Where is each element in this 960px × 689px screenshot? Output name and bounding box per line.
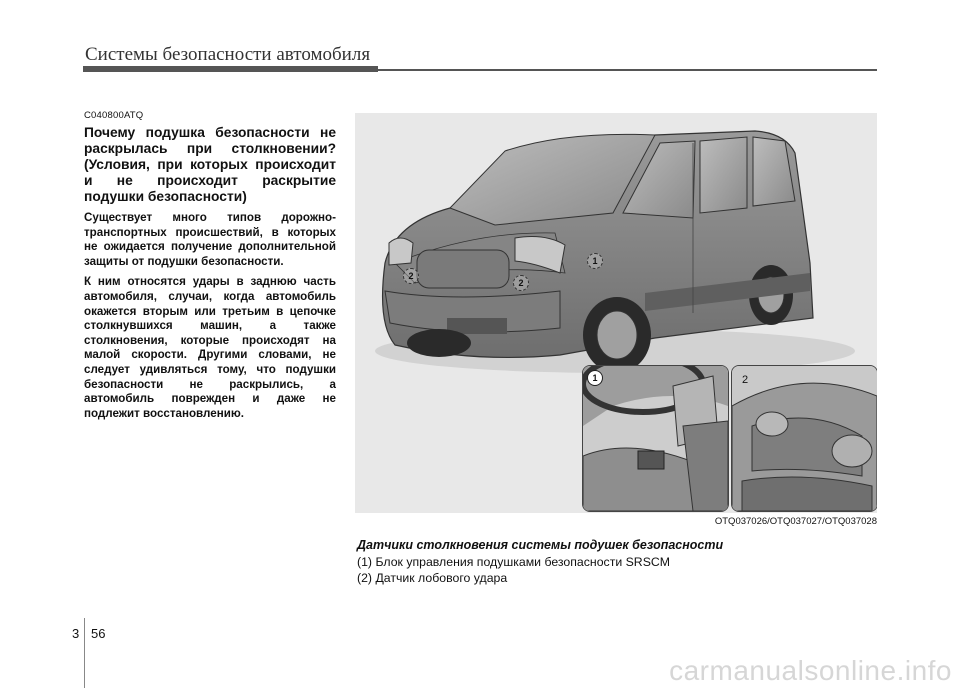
inset-srscm-location: [582, 365, 729, 512]
callout-1: 1: [587, 253, 603, 269]
caption-item-2: (2) Датчик лобового удара: [357, 571, 508, 585]
callout-2-right: 2: [513, 275, 529, 291]
footer-page-number: 56: [91, 626, 106, 641]
inset-front-sensor-location: [731, 365, 877, 512]
interior-console-illustration: [583, 366, 728, 511]
inset-callout-1: 1: [587, 370, 603, 386]
header-rule-thick: [83, 66, 378, 72]
caption-title: Датчики столкновения системы подушек безопасности: [357, 538, 724, 552]
airbag-sensor-figure: [355, 113, 877, 513]
callout-2-left: 2: [403, 268, 419, 284]
section-heading: Почему подушка безопасности не раскрылась при столкновении? (Условия, при которых происходит и не происходит раскрытие подушки безопасности): [84, 125, 336, 204]
paragraph-1: Существует много типов дорожно-транспортных происшествий, в которых не ожидается получение дополнительной защиты от подушки безопасности.: [84, 211, 336, 268]
text-column: [84, 110, 336, 427]
header-rule-thin: [378, 69, 877, 71]
paragraph-2: К ним относятся удары в заднюю часть автомобиля, случаи, когда автомобиль окажется вторым или третьим в цепочке столкнувшихся машин, а также столкновения, которые происходят на малой скорости. Другими словами, не следует удивляться тому, что подушки безопасности не раскрылись, а автомобиль поврежден и даже не подлежит восстановлению.: [84, 275, 336, 420]
caption-item-1: (1) Блок управления подушками безопасности SRSCM: [357, 555, 671, 569]
watermark-text: carmanualsonline.info: [669, 655, 952, 686]
page-header-title: Системы безопасности автомобиля: [85, 44, 371, 65]
footer-divider: [84, 618, 85, 688]
footer-section-number: 3: [72, 626, 80, 641]
inset-label-2: 2: [742, 374, 749, 386]
figure-reference-code: OTQ037026/OTQ037027/OTQ037028: [714, 516, 877, 527]
section-code: C040800ATQ: [84, 110, 144, 121]
figure-caption: [357, 538, 877, 586]
front-bumper-illustration: [732, 366, 877, 511]
